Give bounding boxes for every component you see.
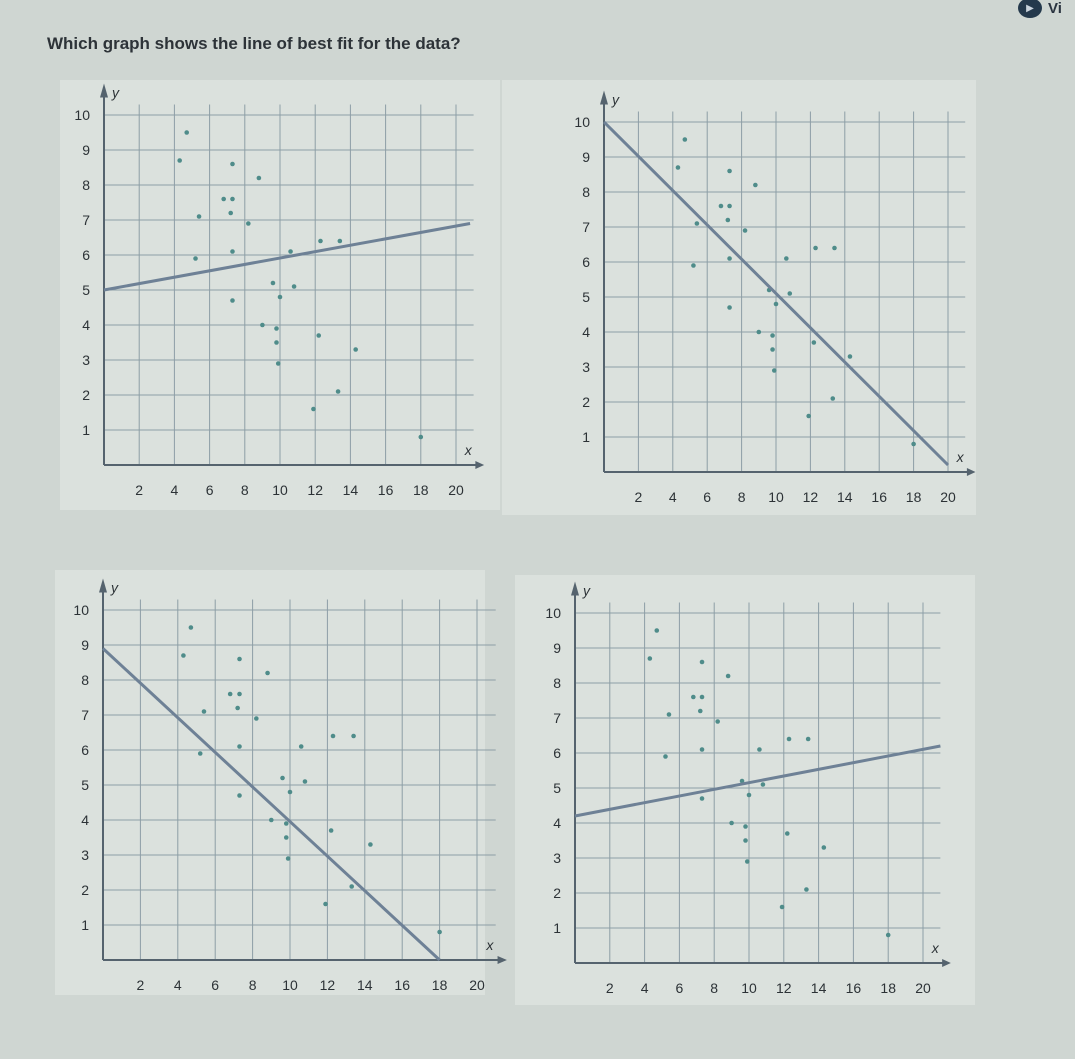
data-point [729, 821, 734, 826]
data-point [303, 779, 308, 784]
data-point [700, 695, 705, 700]
y-tick-label: 6 [582, 254, 590, 270]
data-point [235, 706, 240, 711]
data-point [292, 284, 297, 289]
x-tick-label: 4 [640, 980, 649, 996]
data-point [727, 204, 732, 209]
x-axis-arrow [475, 461, 484, 469]
y-tick-label: 4 [582, 324, 590, 340]
y-axis-label: y [112, 84, 119, 101]
data-point [886, 933, 891, 938]
data-point [202, 709, 207, 714]
x-tick-label: 8 [737, 489, 746, 505]
data-point [286, 856, 291, 861]
y-tick-label: 8 [582, 184, 590, 200]
y-tick-label: 8 [82, 177, 90, 193]
data-point [757, 747, 762, 752]
data-point [257, 176, 262, 181]
x-axis-arrow [967, 468, 976, 476]
x-tick-label: 6 [703, 489, 712, 505]
y-tick-label: 3 [553, 850, 561, 866]
y-tick-label: 7 [82, 212, 90, 228]
data-point [806, 737, 811, 742]
data-point [228, 692, 233, 697]
line-of-best-fit [575, 746, 940, 816]
x-tick-label: 4 [668, 489, 677, 505]
data-point [184, 130, 189, 135]
data-point [667, 712, 672, 717]
data-point [318, 239, 323, 244]
data-point [743, 838, 748, 843]
y-tick-label: 9 [553, 640, 561, 656]
x-tick-label: 2 [634, 489, 643, 505]
data-point [727, 305, 732, 310]
data-point [770, 333, 775, 338]
data-point [280, 776, 285, 781]
data-point [691, 695, 696, 700]
data-point [676, 165, 681, 170]
y-tick-label: 5 [553, 780, 561, 796]
data-point [338, 239, 343, 244]
y-tick-label: 8 [553, 675, 561, 691]
x-tick-label: 16 [394, 977, 410, 993]
data-point [822, 845, 827, 850]
data-point [780, 905, 785, 910]
y-tick-label: 7 [81, 707, 89, 723]
x-tick-label: 12 [307, 482, 323, 498]
x-tick-label: 16 [377, 482, 394, 498]
x-tick-label: 14 [837, 489, 853, 505]
line-of-best-fit [104, 224, 470, 291]
data-point [284, 821, 289, 826]
data-point [230, 298, 235, 303]
y-tick-label: 1 [82, 422, 90, 438]
data-point [353, 347, 358, 352]
data-point [228, 211, 233, 216]
data-point [230, 162, 235, 167]
y-tick-label: 10 [74, 107, 90, 123]
y-tick-label: 10 [545, 605, 561, 621]
x-axis-label: x [486, 937, 494, 953]
x-axis-label: x [464, 442, 472, 458]
x-tick-label: 8 [240, 482, 249, 498]
data-point [189, 625, 194, 630]
data-point [719, 204, 724, 209]
data-point [804, 887, 809, 892]
y-tick-label: 1 [553, 920, 561, 936]
y-axis-label: y [612, 91, 619, 108]
data-point [230, 249, 235, 254]
x-axis-label: x [956, 449, 964, 465]
data-point [336, 389, 341, 394]
line-of-best-fit [103, 649, 440, 961]
x-axis-arrow [942, 959, 951, 967]
x-tick-label: 10 [768, 489, 784, 505]
x-tick-label: 20 [940, 489, 956, 505]
y-tick-label: 7 [582, 219, 590, 235]
y-tick-label: 4 [553, 815, 561, 831]
data-point [351, 734, 356, 739]
data-point [813, 246, 818, 251]
data-point [177, 158, 182, 163]
x-tick-label: 2 [136, 977, 145, 993]
x-tick-label: 18 [905, 489, 922, 505]
data-point [770, 347, 775, 352]
data-point [648, 656, 653, 661]
data-point [278, 295, 283, 300]
data-point [276, 361, 281, 366]
x-tick-label: 14 [810, 980, 827, 996]
x-tick-label: 20 [469, 977, 485, 993]
data-point [747, 793, 752, 798]
data-point [230, 197, 235, 202]
x-tick-label: 12 [319, 977, 336, 993]
data-point [691, 263, 696, 268]
y-tick-label: 9 [81, 637, 89, 653]
scatter-plot [60, 80, 500, 510]
x-tick-label: 16 [845, 980, 862, 996]
x-tick-label: 12 [802, 489, 819, 505]
data-point [323, 902, 328, 907]
data-point [331, 734, 336, 739]
y-axis-arrow [571, 582, 579, 596]
data-point [726, 218, 731, 223]
data-point [698, 709, 703, 714]
data-point [812, 340, 817, 345]
data-point [784, 256, 789, 261]
data-point [269, 818, 274, 823]
x-tick-label: 8 [248, 977, 257, 993]
y-tick-label: 10 [73, 602, 89, 618]
x-tick-label: 20 [915, 980, 931, 996]
x-axis-label: x [931, 940, 939, 956]
y-tick-label: 10 [574, 114, 590, 130]
data-point [311, 407, 316, 412]
y-tick-label: 2 [81, 882, 89, 898]
graph-option-4[interactable] [515, 575, 975, 1005]
data-point [787, 291, 792, 296]
data-point [265, 671, 270, 676]
data-point [419, 435, 424, 440]
y-tick-label: 2 [582, 394, 590, 410]
scatter-plot [502, 80, 976, 515]
data-point [274, 326, 279, 331]
data-point [237, 692, 242, 697]
data-point [715, 719, 720, 724]
y-tick-label: 3 [81, 847, 89, 863]
x-tick-label: 14 [357, 977, 373, 993]
graph-option-3[interactable] [55, 570, 494, 995]
y-tick-label: 9 [582, 149, 590, 165]
data-point [683, 137, 688, 142]
video-label: Vi [1048, 0, 1062, 17]
x-tick-label: 2 [135, 482, 144, 498]
y-axis-label: y [583, 582, 590, 599]
data-point [437, 930, 442, 935]
y-axis-arrow [600, 91, 608, 105]
data-point [700, 796, 705, 801]
y-tick-label: 3 [82, 352, 90, 368]
data-point [329, 828, 334, 833]
y-axis-label: y [111, 579, 118, 596]
data-point [727, 256, 732, 261]
y-tick-label: 3 [582, 359, 590, 375]
x-tick-label: 4 [170, 482, 179, 498]
video-button[interactable] [1018, 0, 1062, 18]
x-tick-label: 10 [741, 980, 757, 996]
data-point [726, 674, 731, 679]
y-tick-label: 5 [582, 289, 590, 305]
scatter-plot [55, 570, 494, 995]
x-tick-label: 10 [272, 482, 288, 498]
data-point [753, 183, 758, 188]
question-text: Which graph shows the line of best fit for the data? [47, 34, 461, 53]
data-point [654, 628, 659, 633]
data-point [288, 249, 293, 254]
data-point [271, 281, 276, 286]
data-point [806, 414, 811, 419]
y-tick-label: 6 [82, 247, 90, 263]
graph-option-1[interactable] [60, 80, 500, 510]
data-point [198, 751, 203, 756]
graph-option-2[interactable] [502, 80, 976, 515]
data-point [785, 831, 790, 836]
data-point [743, 228, 748, 233]
data-point [284, 835, 289, 840]
data-point [700, 747, 705, 752]
y-tick-label: 1 [582, 429, 590, 445]
data-point [911, 442, 916, 447]
y-tick-label: 7 [553, 710, 561, 726]
y-tick-label: 5 [81, 777, 89, 793]
x-tick-label: 6 [211, 977, 220, 993]
y-axis-arrow [99, 579, 107, 593]
data-point [237, 793, 242, 798]
y-axis-arrow [100, 84, 108, 98]
y-tick-label: 1 [81, 917, 89, 933]
play-icon: ▶ [1018, 0, 1042, 18]
data-point [181, 653, 186, 658]
x-tick-label: 12 [776, 980, 792, 996]
data-point [237, 657, 242, 662]
data-point [274, 340, 279, 345]
data-point [316, 333, 321, 338]
y-tick-label: 5 [82, 282, 90, 298]
y-tick-label: 6 [553, 745, 561, 761]
x-tick-label: 14 [342, 482, 359, 498]
y-tick-label: 8 [81, 672, 89, 688]
x-tick-label: 18 [431, 977, 448, 993]
data-point [368, 842, 373, 847]
x-tick-label: 10 [282, 977, 298, 993]
data-point [848, 354, 853, 359]
data-point [193, 256, 198, 261]
y-tick-label: 4 [82, 317, 90, 333]
y-tick-label: 6 [81, 742, 89, 758]
y-tick-label: 2 [82, 387, 90, 403]
data-point [246, 221, 251, 226]
x-tick-label: 18 [413, 482, 429, 498]
data-point [745, 859, 750, 864]
x-tick-label: 8 [710, 980, 719, 996]
x-tick-label: 16 [871, 489, 887, 505]
data-point [727, 169, 732, 174]
data-point [743, 824, 748, 829]
data-point [700, 660, 705, 665]
scatter-plot [515, 575, 975, 1005]
data-point [830, 396, 835, 401]
x-tick-label: 6 [675, 980, 684, 996]
data-point [787, 737, 792, 742]
data-point [695, 221, 700, 226]
x-axis-arrow [498, 956, 507, 964]
x-tick-label: 20 [448, 482, 464, 498]
data-point [663, 754, 668, 759]
data-point [761, 782, 766, 787]
data-point [260, 323, 265, 328]
y-tick-label: 2 [553, 885, 561, 901]
data-point [757, 330, 762, 335]
data-point [832, 246, 837, 251]
data-point [197, 214, 202, 219]
x-tick-label: 18 [880, 980, 896, 996]
data-point [221, 197, 226, 202]
data-point [772, 368, 777, 373]
x-tick-label: 2 [605, 980, 614, 996]
data-point [237, 744, 242, 749]
y-tick-label: 9 [82, 142, 90, 158]
data-point [774, 302, 779, 307]
y-tick-label: 4 [81, 812, 89, 828]
data-point [288, 790, 293, 795]
x-tick-label: 6 [205, 482, 214, 498]
data-point [254, 716, 259, 721]
x-tick-label: 4 [173, 977, 182, 993]
data-point [349, 884, 354, 889]
data-point [299, 744, 304, 749]
